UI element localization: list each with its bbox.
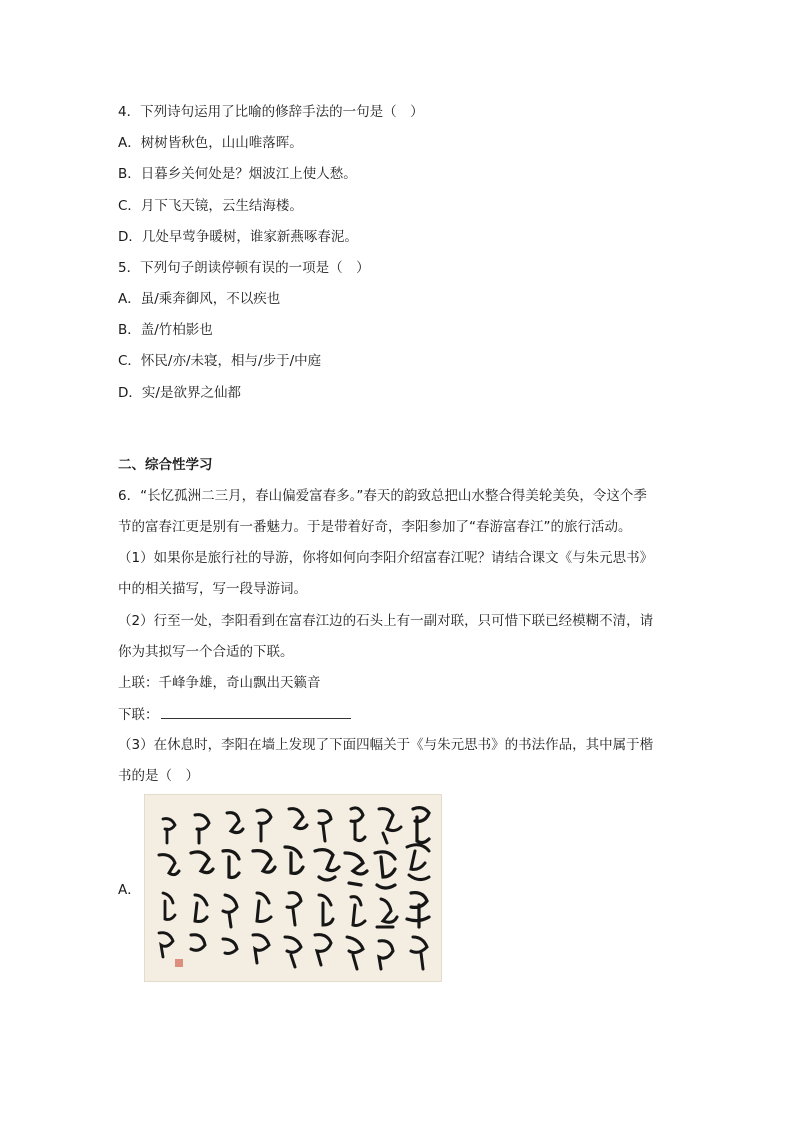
q6-part3-line2: 书的是（ ） [118,768,199,784]
q6-intro-line2: 节的富春江更是别有一番魅力。于是带着好奇，李阳参加了“春游富春江”的旅行活动。 [118,519,632,535]
q5-option-d: D．实/是欲界之仙都 [118,385,241,401]
q6-part2-line1: （2）行至一处，李阳看到在富春江边的石头上有一副对联，只可惜下联已经模糊不清，请 [118,613,654,629]
q5-stem: 5．下列句子朗读停顿有误的一项是（ ） [118,260,370,276]
answer-blank[interactable] [161,705,351,719]
couplet-lower-label: 下联： [118,707,159,723]
q6-part3-line1: （3）在休息时，李阳在墙上发现了下面四幅关于《与朱元思书》的书法作品，其中属于楷 [118,737,654,753]
q5-option-c: C．怀民/亦/未寝，相与/步于/中庭 [118,353,322,369]
couplet-lower [118,705,351,724]
q5-option-a: A．虽/乘奔御风，不以疾也 [118,291,281,307]
q5-option-b: B．盖/竹柏影也 [118,322,213,338]
q4-option-c: C．月下飞天镜，云生结海楼。 [118,198,303,214]
q6-part1-line2: 中的相关描写，写一段导游词。 [118,581,307,597]
q4-option-a: A．树树皆秋色，山山唯落晖。 [118,135,303,151]
q6-part1-line1: （1）如果你是旅行社的导游，你将如何向李阳介绍富春江呢？请结合课文《与朱元思书》 [118,550,654,566]
q4-stem: 4．下列诗句运用了比喻的修辞手法的一句是（ ） [118,104,424,120]
q6-part2-line2: 你为其拟写一个合适的下联。 [118,644,294,660]
calligraphy-strokes [145,795,441,981]
section-heading: 二、综合性学习 [118,457,213,473]
q4-option-b: B．日暮乡关何处是？烟波江上使人愁。 [118,166,357,182]
q4-option-d: D．几处早莺争暖树，谁家新燕啄春泥。 [118,229,358,245]
couplet-upper: 上联：千峰争雄，奇山飘出天籁音 [118,675,321,691]
seal-stamp [175,959,183,967]
option-a-label: A． [118,882,141,898]
calligraphy-image[interactable] [144,794,442,982]
q6-intro-line1: 6．“长忆孤洲二三月，春山偏爱富春多。”春天的韵致总把山水整合得美轮美奂，令这个季 [118,488,647,504]
